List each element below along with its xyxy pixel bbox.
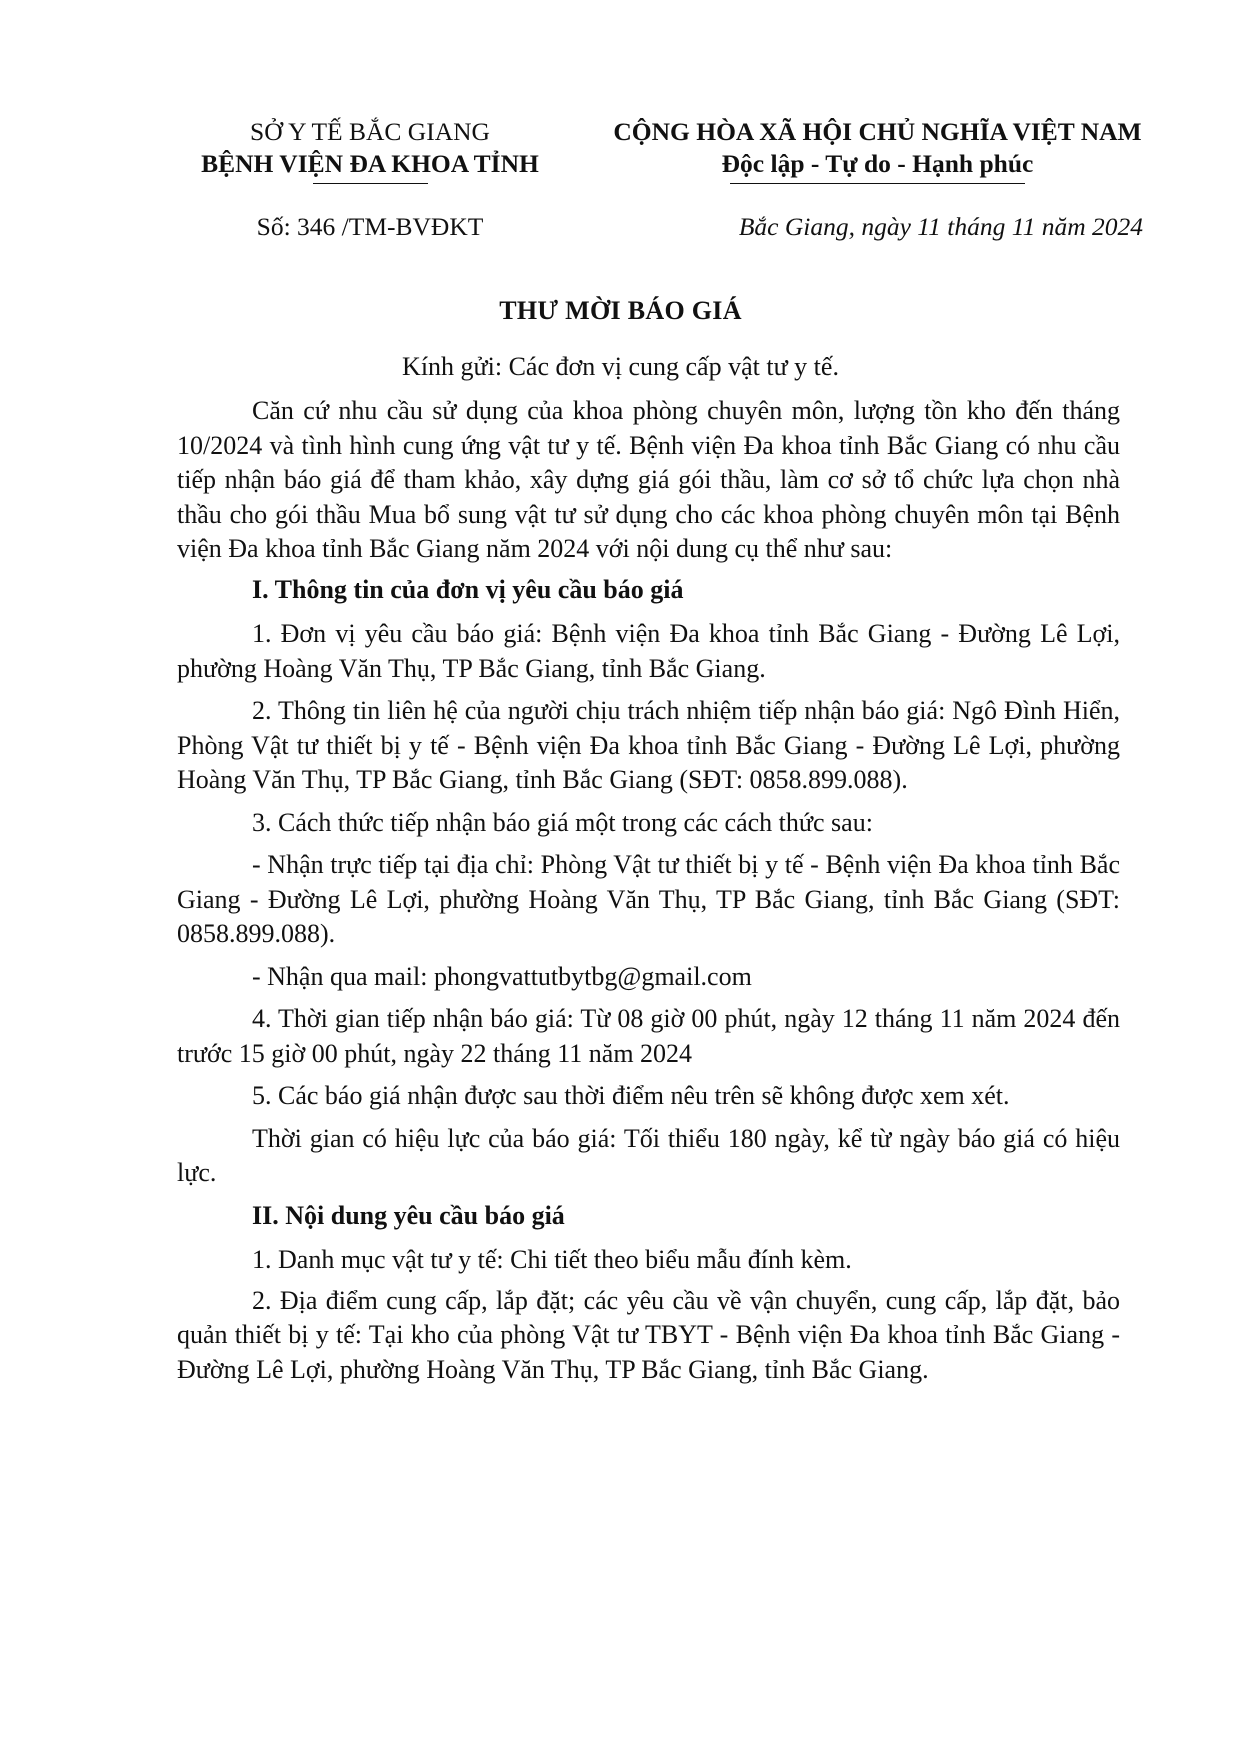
paragraph: 2. Địa điểm cung cấp, lắp đặt; các yêu cầu về vận chuyển, cung cấp, lắp đặt, bảo quản thiết bị y tế: Tại kho của phòng Vật tư TBYT - Bệnh viện Đa khoa tỉnh Bắc Giang - Đường Lê Lợi, phường Hoàng Văn Thụ, TP Bắc Giang, tỉnh Bắc Giang.: [177, 1285, 1120, 1384]
paragraph: - Nhận trực tiếp tại địa chỉ: Phòng Vật tư thiết bị y tế - Bệnh viện Đa khoa tỉnh Bắc Giang - Đường Lê Lợi, phường Hoàng Văn Thụ, TP Bắc Giang, tỉnh Bắc Giang (SĐT: 0858.899.088).: [177, 850, 1120, 948]
paragraph: 1. Danh mục vật tư y tế: Chi tiết theo biểu mẫu đính kèm.: [252, 1245, 852, 1274]
document-number: Số: 346 /TM-BVĐKT: [256, 212, 484, 241]
motto-underline: [730, 183, 1025, 184]
section-heading-1: I. Thông tin của đơn vị yêu cầu báo giá: [252, 574, 684, 604]
paragraph: 1. Đơn vị yêu cầu báo giá: Bệnh viện Đa khoa tỉnh Bắc Giang - Đường Lê Lợi, phường Hoàng Văn Thụ, TP Bắc Giang, tỉnh Bắc Giang.: [177, 619, 1120, 683]
paragraph: Thời gian có hiệu lực của báo giá: Tối thiểu 180 ngày, kể từ ngày báo giá có hiệu lực.: [177, 1123, 1120, 1187]
issuing-organization: [175, 116, 565, 184]
org-underline: [313, 183, 428, 184]
country-name: CỘNG HÒA XÃ HỘI CHỦ NGHĨA VIỆT NAM: [613, 117, 1142, 146]
document-body: [177, 394, 1120, 1395]
section-heading-2: II. Nội dung yêu cầu báo giá: [252, 1200, 565, 1230]
paragraph: 3. Cách thức tiếp nhận báo giá một trong các cách thức sau:: [252, 807, 873, 837]
intro-paragraph: Căn cứ nhu cầu sử dụng của khoa phòng chuyên môn, lượng tồn kho đến tháng 10/2024 và tình hình cung ứng vật tư y tế. Bệnh viện Đa khoa tỉnh Bắc Giang có nhu cầu tiếp nhận báo giá để tham khảo, xây dựng giá gói thầu, làm cơ sở tổ chức lựa chọn nhà thầu cho gói thầu Mua bổ sung vật tư sử dụng cho các khoa phòng chuyên môn tại Bệnh viện Đa khoa tỉnh Bắc Giang năm 2024 với nội dung cụ thể như sau:: [177, 396, 1120, 563]
place-and-date: Bắc Giang, ngày 11 tháng 11 năm 2024: [738, 212, 1143, 241]
paragraph: 2. Thông tin liên hệ của người chịu trách nhiệm tiếp nhận báo giá: Ngô Đình Hiển, Phòng Vật tư thiết bị y tế - Bệnh viện Đa khoa tỉnh Bắc Giang - Đường Lê Lợi, phường Hoàng Văn Thụ, TP Bắc Giang, tỉnh Bắc Giang (SĐT: 0858.899.088).: [177, 696, 1120, 794]
paragraph: - Nhận qua mail: phongvattutbytbg@gmail.com: [252, 961, 752, 991]
paragraph: 4. Thời gian tiếp nhận báo giá: Từ 08 giờ 00 phút, ngày 12 tháng 11 năm 2024 đến trước 15 giờ 00 phút, ngày 22 tháng 11 năm 2024: [177, 1004, 1120, 1068]
paragraph: 5. Các báo giá nhận được sau thời điểm nêu trên sẽ không được xem xét.: [252, 1081, 1010, 1110]
hospital-name: BỆNH VIỆN ĐA KHOA TỈNH: [201, 149, 539, 178]
parent-agency: SỞ Y TẾ BẮC GIANG: [250, 117, 490, 146]
salutation: Kính gửi: Các đơn vị cung cấp vật tư y tế.: [402, 352, 839, 381]
national-header: [610, 116, 1145, 184]
document-title: THƯ MỜI BÁO GIÁ: [499, 296, 742, 325]
national-motto: Độc lập - Tự do - Hạnh phúc: [721, 149, 1034, 178]
